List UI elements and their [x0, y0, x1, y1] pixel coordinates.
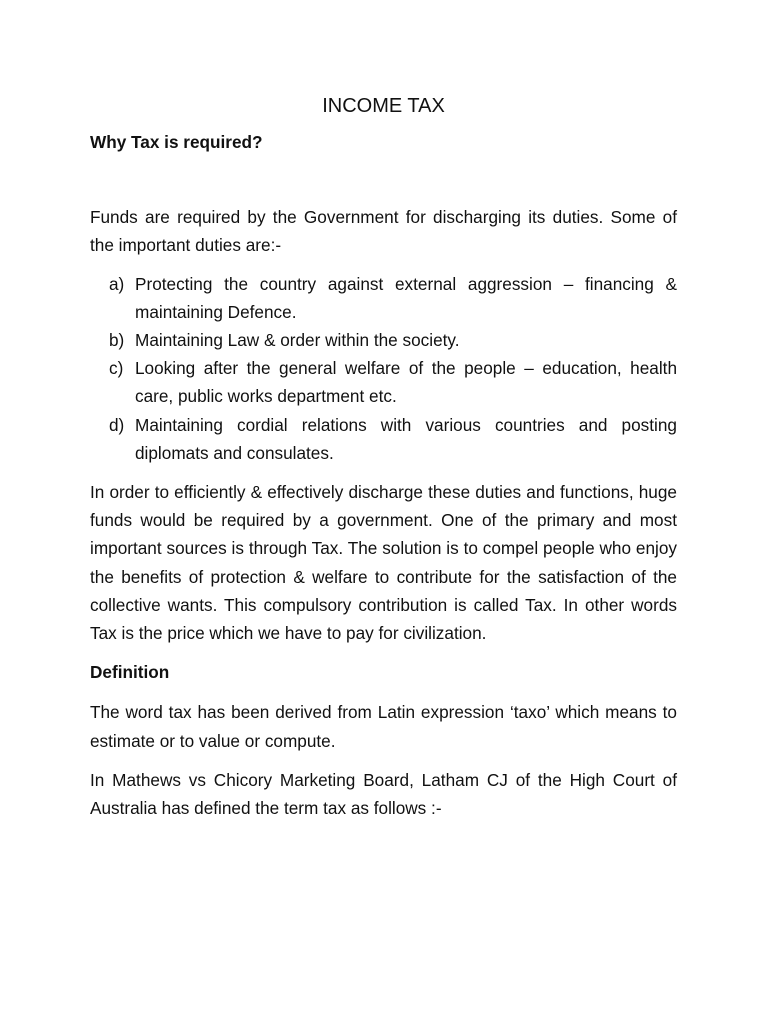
list-item-text: Maintaining Law & order within the society.: [135, 330, 460, 351]
list-item-text: Maintaining cordial relations with various countries and posting diplomats and consulates.: [135, 414, 677, 463]
intro-paragraph: Funds are required by the Government for discharging its duties. Some of the important duties are:-: [90, 207, 677, 256]
document-title: INCOME TAX: [322, 95, 445, 117]
list-item: [109, 411, 677, 467]
section-heading-definition: Definition: [90, 662, 170, 683]
list-marker: c): [109, 358, 124, 379]
duties-list: [90, 270, 677, 467]
list-item-text: Looking after the general welfare of the people – education, health care, public works department etc.: [135, 358, 677, 407]
definition-paragraph: The word tax has been derived from Latin expression ‘taxo’ which means to estimate or to value or compute.: [90, 702, 677, 751]
section-heading-why-tax: Why Tax is required?: [90, 132, 263, 152]
document-page: [90, 92, 677, 822]
list-item: [109, 354, 677, 410]
body-paragraph: In order to efficiently & effectively discharge these duties and functions, huge funds would be required by a government. One of the primary and most important sources is through Tax. The solution is to compel people who enjoy the benefits of protection & welfare to contribute for the satisfaction of the collective wants. This compulsory contribution is called Tax. In other words Tax is the price which we have to pay for civilization.: [90, 482, 677, 644]
list-marker: a): [109, 273, 125, 294]
case-paragraph: In Mathews vs Chicory Marketing Board, Latham CJ of the High Court of Australia has defined the term tax as follows :-: [90, 769, 677, 819]
list-item: [109, 326, 677, 354]
list-item: [109, 270, 677, 326]
list-item-text: Protecting the country against external aggression – financing & maintaining Defence.: [135, 273, 677, 322]
list-marker: b): [109, 330, 125, 351]
list-marker: d): [109, 414, 125, 435]
